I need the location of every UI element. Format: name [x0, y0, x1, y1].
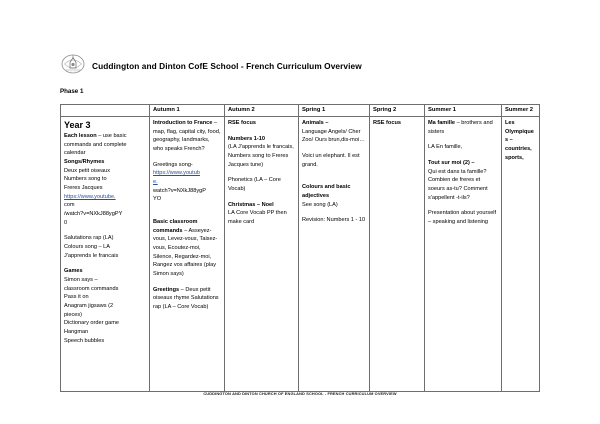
greetings-label: Greetings — [153, 286, 180, 293]
spacer — [64, 260, 146, 267]
spacer — [153, 279, 221, 286]
games-line-1: Simon says – — [64, 276, 98, 283]
header-cell-spring1: Spring 1 — [299, 105, 370, 117]
each-lesson-label: Each lesson — [64, 133, 97, 140]
cell-autumn1 — [150, 117, 225, 392]
cell-summer2 — [502, 117, 540, 392]
youtube-link[interactable]: https://www.youtub — [153, 170, 200, 177]
christmas-label: Christmas – Noel — [228, 201, 274, 208]
songs-rhymes-label: Songs/Rhymes — [64, 159, 105, 166]
basic-commands-text: – Asseyez-vous, Levez-vous, Taisez-vous, Ecoutez-moi, Silence, Regardez-moi, Rangez vos affaires (play Simon says) — [153, 227, 218, 277]
spacer — [302, 209, 366, 216]
christmas-text: LA Core Vocab PP then make card — [228, 210, 287, 225]
spacer — [64, 227, 146, 234]
songs-extra-1: Salutations rap (LA) — [64, 235, 114, 242]
spacer — [153, 154, 221, 161]
cell-year3-overview — [61, 117, 150, 392]
youtube-link-tail-2: YO — [153, 196, 162, 203]
songs-extra-3: J'apprends le francais — [64, 252, 119, 259]
tout-sur-moi-text: Qui est dans ta famille? Combien de freres et soeurs as-tu? Comment s'appellent -t-ils? — [428, 168, 488, 201]
spacer — [153, 211, 221, 218]
spacer — [228, 128, 295, 135]
colours-adjectives-label: Colours and basic adjectives — [302, 184, 351, 199]
games-line-3: Pass it on — [64, 294, 89, 301]
youtube-link-part2[interactable]: e. — [153, 178, 158, 185]
spacer — [153, 204, 221, 211]
spacer — [428, 152, 498, 159]
ma-famille-label: Ma famille — [428, 120, 456, 126]
table-header-row — [61, 105, 540, 117]
document-header — [60, 51, 362, 77]
document-footer: CUDDINGTON AND DINTON CHURCH OF ENGLAND SCHOOL - FRENCH CURRICULUM OVERVIEW — [203, 391, 397, 396]
header-cell-autumn1: Autumn 1 — [150, 105, 225, 117]
youtube-link-tail-1: watch?v=NXkJ88ygP — [153, 187, 207, 194]
cell-autumn2 — [225, 117, 299, 392]
games-line-4: Anagram jigsaws (2 — [64, 302, 114, 309]
animals-label: Animals – — [302, 120, 329, 126]
songs-line-3: Freres Jacques — [64, 185, 103, 192]
cell-summer1 — [425, 117, 502, 392]
spacer — [228, 194, 295, 201]
spacer — [428, 136, 498, 143]
each-lesson-text: – use basic commands and complete calendar — [64, 133, 127, 157]
songs-extra-2: Colours song – LA — [64, 244, 111, 251]
cell-spring1 — [299, 117, 370, 392]
games-line-7: Hangman — [64, 328, 89, 335]
phase-label: Phase 1 — [60, 88, 84, 95]
greetings-text: – Deux petit oiseaux rhyme Salutations rap (LA – Core Vocab) — [153, 286, 219, 310]
olympiques-label: Olympiques – — [505, 128, 534, 144]
la-en-famille-text: LA En famille, — [428, 144, 463, 151]
table-row-year3 — [61, 117, 540, 392]
youtube-link-tail-1: com — [64, 202, 75, 209]
basic-commands-label: Basic classroom commands — [153, 218, 198, 234]
voici-text: Voici un elephant. Il est grand. — [302, 152, 360, 168]
songs-line-2: Numbers song to — [64, 176, 107, 183]
les-text: Les — [505, 120, 515, 126]
olympiques-text: countries, sports, — [505, 145, 532, 161]
songs-line-1: Deux petit oiseaux — [64, 167, 111, 174]
spacer — [428, 202, 498, 209]
school-crest-icon — [60, 51, 86, 77]
header-cell-spring2: Spring 2 — [370, 105, 425, 117]
games-line-6: Dictionary order game — [64, 320, 120, 327]
intro-france-text: – map, flag, capital city, food, geography, landmarks, who speaks French? — [153, 120, 221, 152]
presentation-text: Presentation about yourself – speaking and listening — [428, 210, 497, 225]
youtube-link-tail-3: 0 — [64, 219, 68, 226]
animals-text: Language Angels/ Cher Zoo/ Ours brun,dis-moi… — [302, 128, 365, 144]
header-cell-summer1: Summer 1 — [425, 105, 502, 117]
games-line-5: pieces) — [64, 311, 83, 318]
spacer — [228, 169, 295, 176]
year-title: Year 3 — [64, 120, 91, 130]
cell-spring2 — [370, 117, 425, 392]
spacer — [302, 145, 366, 152]
games-line-2: classroom commands — [64, 285, 119, 292]
numbers-text: (LA J'apprends le francais, Numbers song to Freres Jacques tune) — [228, 144, 294, 168]
numbers-label: Numbers 1-10 — [228, 135, 265, 142]
spacer — [302, 169, 366, 176]
games-line-8: Speech bubbles — [64, 337, 105, 344]
youtube-link[interactable]: https://www.youtube. — [64, 193, 116, 200]
curriculum-table — [60, 104, 540, 392]
intro-france-label: Introduction to France — [153, 120, 213, 126]
rse-focus-label: RSE focus — [373, 120, 401, 126]
header-cell-summer2: Summer 2 — [502, 105, 540, 117]
page-title: Cuddington and Dinton CofE School - French Curriculum Overview — [92, 60, 362, 71]
phonetics-text: Phonetics (LA – Core Vocab) — [228, 177, 281, 192]
ma-famille-text: – brothers and sisters — [428, 120, 493, 135]
svg-text:CofE: CofE — [69, 70, 77, 75]
greetings-song-line: Greetings song- — [153, 161, 193, 168]
header-cell-autumn2: Autumn 2 — [225, 105, 299, 117]
revision-text: Revision: Numbers 1 - 10 — [302, 217, 366, 224]
youtube-link-tail-2: /watch?v=NXkJ88ygPY — [64, 211, 123, 218]
rse-focus-label: RSE focus — [228, 120, 256, 126]
colours-text: See song (LA) — [302, 201, 338, 208]
spacer — [302, 176, 366, 183]
header-cell-corner — [61, 105, 150, 117]
tout-sur-moi-label: Tout sur moi (2) – — [428, 159, 475, 166]
games-label: Games — [64, 268, 83, 275]
